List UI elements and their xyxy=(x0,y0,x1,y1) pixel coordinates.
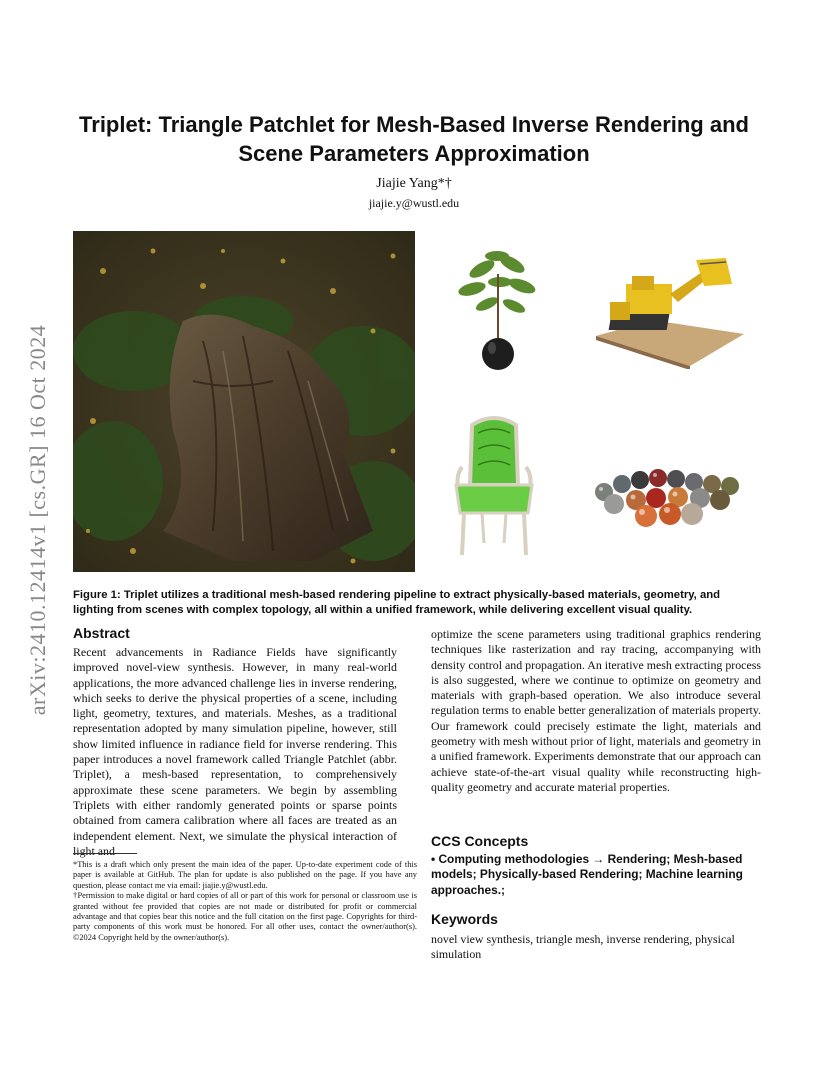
arxiv-identifier: arXiv:2410.12414v1 [cs.GR] 16 Oct 2024 xyxy=(25,324,50,716)
arxiv-sidebar xyxy=(18,280,58,760)
author-name: Jiajie Yang*† xyxy=(376,176,452,191)
footnotes xyxy=(73,860,417,943)
keywords-text: novel view synthesis, triangle mesh, inverse rendering, physical simulation xyxy=(431,932,735,962)
figure-caption: Figure 1: Triplet utilizes a traditional mesh-based rendering pipeline to extract physically-based materials, geometry, and lighting from scenes with complex topology, all within a unified framework, while delivering excellent visual quality. xyxy=(73,589,721,616)
ccs-heading: CCS Concepts xyxy=(431,833,529,849)
abstract-text-right: optimize the scene parameters using traditional graphics rendering techniques like rasterization and ray tracing, accompanying with density control and propagation. An iterative mesh extracting process is also suggested, where we continue to optimize on geometry and materials with graph-based operation. We also introduce several regulation terms to enable better generalization of materials property. Our framework could precisely estimate the light, materials and geometry with mesh without prior of light, materials and geometry in a unified framework. Experiments demonstrate that our approach can achieve state-of-the-art visual quality while reconstructing high-quality geometry and accurate material properties. xyxy=(431,627,761,794)
author-email: jiajie.y@wustl.edu xyxy=(368,196,460,210)
armchair-image xyxy=(452,415,536,560)
ccs-concepts: • Computing methodologies → Rendering; Mesh-based models; Physically-based Rendering; Machine learning approaches.; xyxy=(431,852,743,897)
footnote-permission: †Permission to make digital or hard copies of all or part of this work for personal or classroom use is granted without fee provided that copies are not made or distributed for profit or commercial advantage and that copies bear this notice and the full citation on the first page. Copyrights for third-party components of this work must be honored. For all other uses, contact the owner/author(s). ©2024 Copyright held by the owner/author(s). xyxy=(73,891,417,942)
footnote-draft: *This is a draft which only present the main idea of the paper. Up-to-date experiment code of this paper is available at GitHub. The plan for update is also published on the page. If you have any question, please contact me via email: jiajie.y@wustl.edu. xyxy=(73,860,417,890)
tree-stump-image xyxy=(73,231,415,572)
footnote-rule xyxy=(73,853,137,854)
lego-bulldozer-image xyxy=(592,254,746,369)
paper-title: Triplet: Triangle Patchlet for Mesh-Based Inverse Rendering and Scene Parameters Approximation xyxy=(79,112,749,166)
keywords-heading: Keywords xyxy=(431,911,498,927)
potted-plant-image xyxy=(452,244,544,374)
material-spheres-image xyxy=(584,462,744,532)
abstract-heading: Abstract xyxy=(73,625,130,641)
abstract-text-left: Recent advancements in Radiance Fields have significantly improved novel-view synthesis. However, in many real-world applications, the more advanced challenge lies in inverse rendering, which seeks to derive the physical properties of a scene, including light, geometry, textures, and materials. Meshes, as a traditional representation adopted by many simulation pipeline, however, still show limited influence in radiance field for inverse rendering. This paper introduces a novel framework called Triangle Patchlet (abbr. Triplet), a mesh-based representation, to comprehensively approximate these scene parameters. We begin by assembling Triplets with either randomly generated points or sparse points obtained from camera calibration where all faces are treated as an independent element. Next, we simulate the physical interaction of light and xyxy=(73,645,397,858)
